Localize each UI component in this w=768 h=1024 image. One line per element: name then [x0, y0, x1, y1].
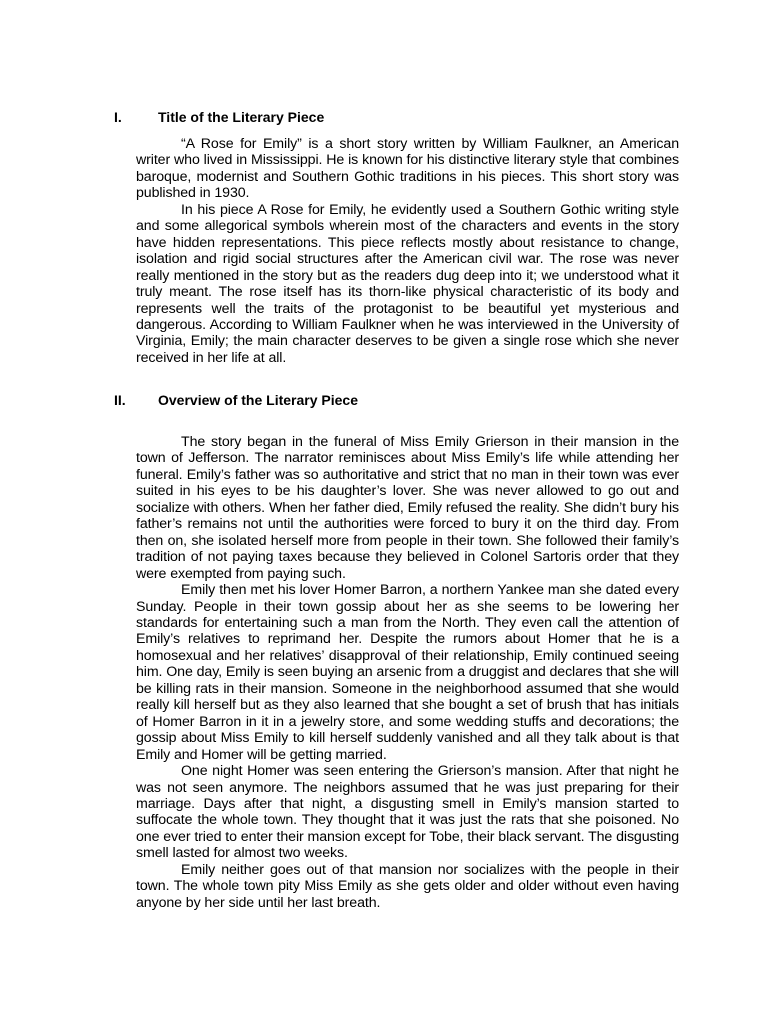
- section-overview-of-literary-piece: [0, 390, 768, 911]
- paragraph: One night Homer was seen entering the Grierson’s mansion. After that night he was not seen anymore. The neighbors assumed that he was just preparing for their marriage. Days after that night, a disgusting smell in Emily’s mansion started to suffocate the whole town. They thought that it was just the rats that she poisoned. No one ever tried to enter their mansion except for Tobe, their black servant. The disgusting smell lasted for almost two weeks.: [136, 763, 679, 862]
- section-number: I.: [114, 109, 122, 125]
- section-heading: [0, 390, 768, 410]
- section-heading: [0, 107, 768, 127]
- paragraph: “A Rose for Emily” is a short story written by William Faulkner, an American writer who lived in Mississippi. He is known for his distinctive literary style that combines baroque, modernist and Southern Gothic traditions in his pieces. This short story was published in 1930.: [136, 136, 679, 202]
- section-number: II.: [114, 392, 126, 408]
- paragraph: Emily neither goes out of that mansion nor socializes with the people in their town. The whole town pity Miss Emily as she gets older and older without even having anyone by her side until her last breath.: [136, 861, 679, 911]
- section-title: Overview of the Literary Piece: [158, 392, 358, 408]
- paragraph: Emily then met his lover Homer Barron, a northern Yankee man she dated every Sunday. People in their town gossip about her as she seems to be lowering her standards for entertaining such a man from the North. They even call the attention of Emily’s relatives to reprimand her. Despite the rumors about Homer that he is a homosexual and her relatives’ disapproval of their relationship, Emily continued seeing him. One day, Emily is seen buying an arsenic from a druggist and declares that she will be killing rats in their mansion. Someone in the neighborhood assumed that she would really kill herself but as they also learned that she bought a set of brush that has initials of Homer Barron in it in a jewelry store, and some wedding stuffs and decorations; the gossip about Miss Emily to kill herself suddenly vanished and all they talk about is that Emily and Homer will be getting married.: [136, 582, 679, 763]
- paragraph: In his piece A Rose for Emily, he evidently used a Southern Gothic writing style and some allegorical symbols wherein most of the characters and events in the story have hidden representations. This piece reflects mostly about resistance to change, isolation and rigid social structures after the American civil war. The rose was never really mentioned in the story but as the readers dug deep into it; we understood what it truly meant. The rose itself has its thorn-like physical characteristic of its body and represents well the traits of the protagonist to be beautiful yet mysterious and dangerous. According to William Faulkner when he was interviewed in the University of Virginia, Emily; the main character deserves to be given a single rose which she never received in her life at all.: [136, 201, 679, 366]
- section-title: Title of the Literary Piece: [158, 109, 325, 125]
- section-title-of-literary-piece: [0, 107, 768, 366]
- paragraph: The story began in the funeral of Miss Emily Grierson in their mansion in the town of Jefferson. The narrator reminisces about Miss Emily’s life while attending her funeral. Emily’s father was so authoritative and strict that no man in their town was ever suited in his eyes to be his daughter’s lover. She was never allowed to go out and socialize with others. When her father died, Emily refused the reality. She didn’t bury his father’s remains not until the authorities were forced to bury it on the third day. From then on, she isolated herself more from people in their town. She followed their family’s tradition of not paying taxes because they believed in Colonel Sartoris order that they were exempted from paying such.: [136, 434, 679, 582]
